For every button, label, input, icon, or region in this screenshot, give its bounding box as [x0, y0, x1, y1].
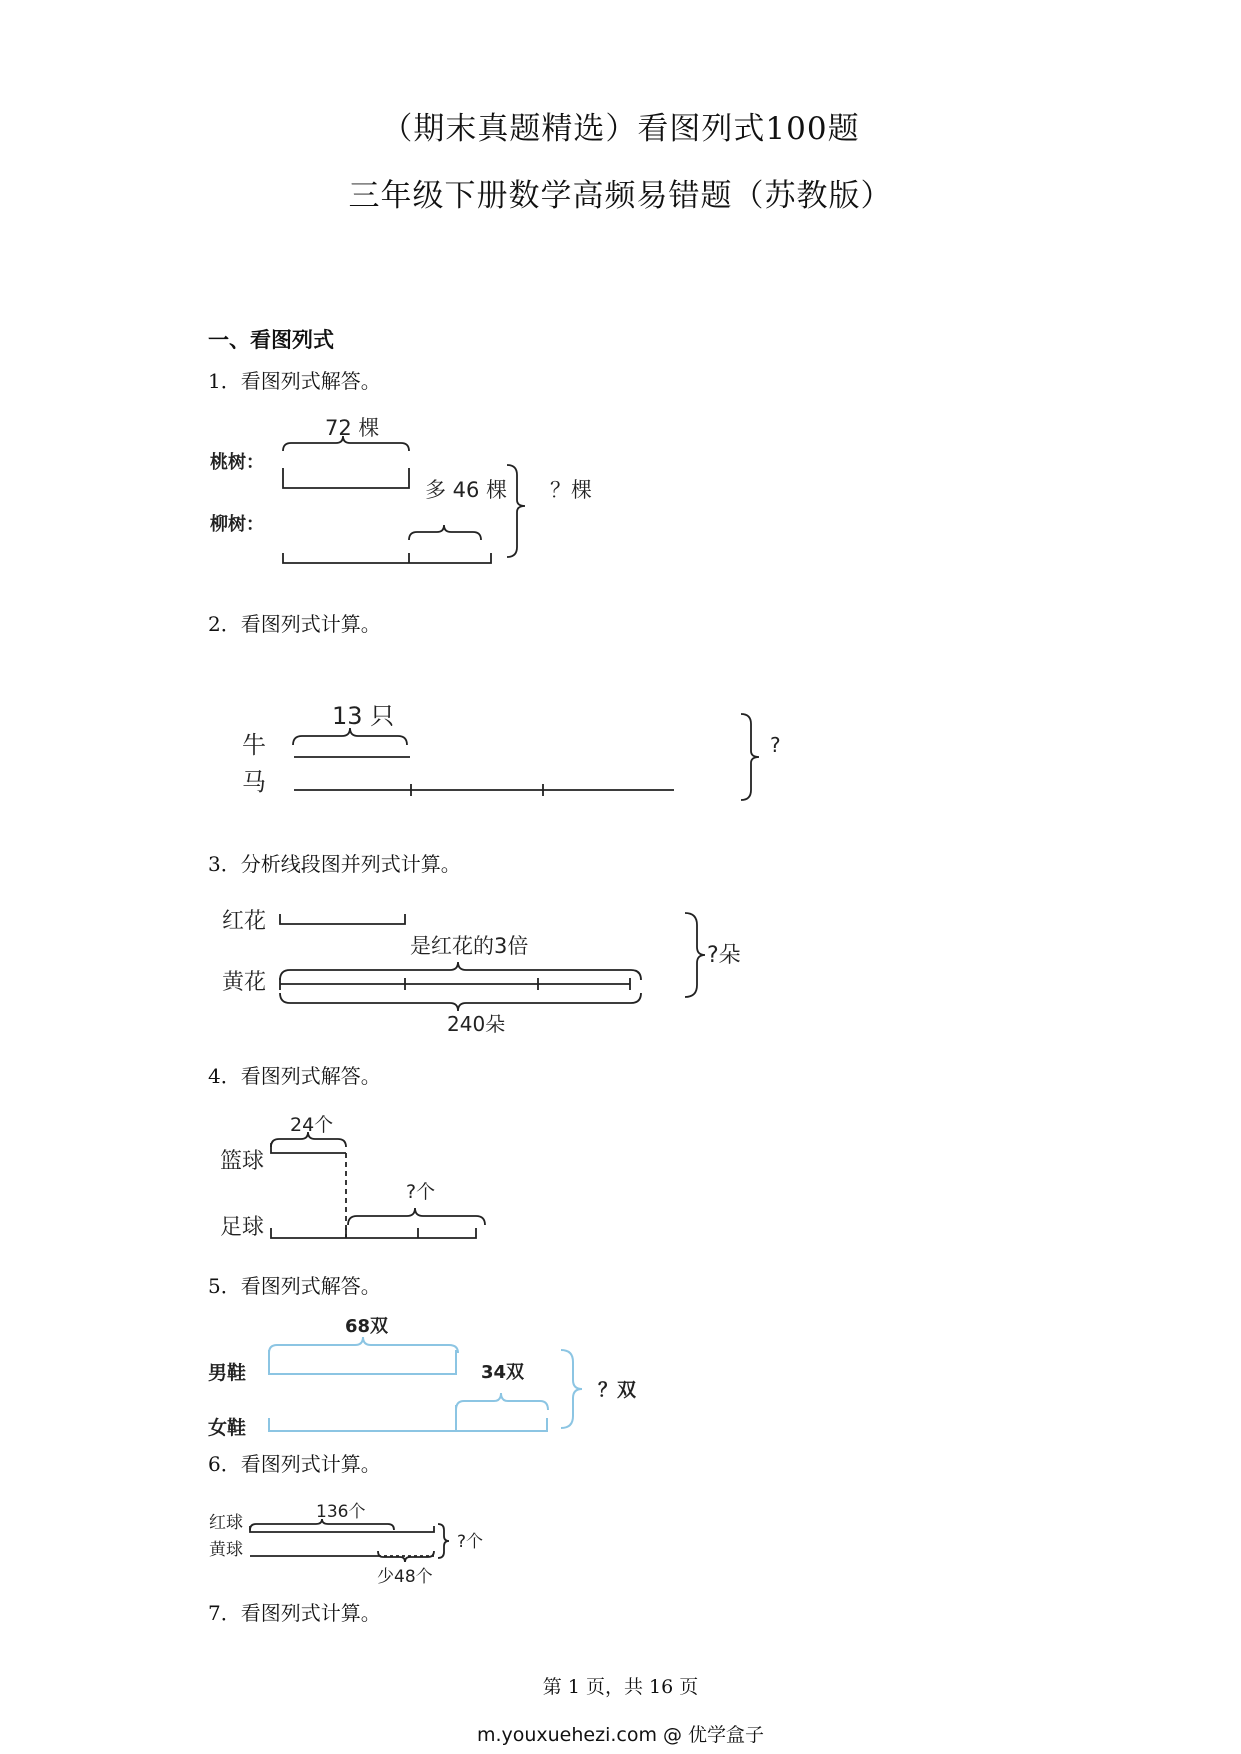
brace-total — [561, 1350, 582, 1428]
question-1 — [208, 365, 381, 394]
figure-6 — [205, 1496, 505, 1596]
page-number: 第 1 页，共 16 页 — [542, 1676, 699, 1698]
figure-2 — [230, 690, 830, 810]
figure-3 — [215, 898, 775, 1038]
watermark: m.youxuehezi.com @ 优学盒子 — [476, 1724, 765, 1746]
question-text: 看图列式计算。 — [240, 612, 381, 636]
document-subtitle: 三年级下册数学高频易错题（苏教版） — [348, 178, 893, 214]
figure-label: 240朵 — [447, 1012, 506, 1036]
question-number: 3． — [208, 852, 241, 876]
figure-label: 多 46 棵 — [425, 478, 508, 502]
figure-label: 68双 — [345, 1316, 389, 1337]
question-7 — [208, 1597, 381, 1626]
segment-nanxie — [269, 1350, 456, 1374]
question-text: 看图列式解答。 — [240, 1274, 381, 1298]
question-number: 6． — [208, 1452, 241, 1476]
question-text: 分析线段图并列式计算。 — [240, 852, 461, 876]
brace-multiple — [280, 962, 641, 980]
row-label: 马 — [242, 768, 266, 796]
segment-hongqiu — [250, 1526, 434, 1532]
document-title: （期末真题精选）看图列式100题 — [381, 111, 860, 147]
question-number: 5． — [208, 1274, 241, 1298]
row-label: 牛 — [242, 731, 266, 759]
brace-total — [741, 714, 759, 800]
row-label: 桃树： — [210, 452, 264, 473]
figure-label: 是红花的3倍 — [410, 934, 529, 958]
row-label: 男鞋 — [208, 1362, 247, 1384]
brace-bottom — [280, 993, 641, 1011]
figure-4 — [215, 1110, 515, 1250]
question-text: 看图列式解答。 — [240, 1064, 381, 1088]
brace-total — [685, 913, 705, 997]
figure-label: ?朵 — [707, 943, 741, 968]
figure-5 — [205, 1310, 655, 1450]
figure-label: 13 只 — [332, 702, 395, 730]
brace-top — [269, 1337, 458, 1353]
question-6 — [208, 1448, 381, 1477]
row-label: 柳树： — [210, 514, 264, 535]
figure-1 — [200, 405, 620, 585]
row-label: 黄球 — [209, 1540, 243, 1560]
question-5 — [208, 1270, 381, 1299]
brace-top — [271, 1132, 346, 1147]
brace-total — [507, 465, 525, 557]
section-heading: 一、看图列式 — [208, 327, 334, 352]
brace-total — [438, 1524, 449, 1558]
brace-top — [250, 1519, 394, 1530]
segment-huanghua — [280, 978, 630, 990]
question-number: 1． — [208, 369, 241, 393]
row-label: 黄花 — [222, 970, 267, 995]
question-3 — [208, 848, 461, 877]
figure-label: 72 棵 — [325, 416, 380, 440]
figure-label: 136个 — [316, 1502, 366, 1522]
segment-liushu — [283, 553, 491, 563]
question-number: 4． — [208, 1064, 241, 1088]
figure-label: ？双 — [598, 1379, 637, 1401]
question-4 — [208, 1060, 381, 1089]
question-number: 2． — [208, 612, 241, 636]
brace-less — [378, 1551, 434, 1562]
figure-label: ？棵 — [550, 478, 592, 502]
figure-label: ? — [770, 733, 781, 757]
segment-ma — [294, 784, 674, 796]
segment-nvxie — [269, 1405, 547, 1431]
row-label: 红球 — [209, 1513, 243, 1533]
figure-label: ?个 — [457, 1532, 484, 1552]
brace-extra — [456, 1393, 548, 1410]
brace-top — [293, 728, 407, 745]
row-label: 足球 — [220, 1215, 265, 1240]
row-label: 红花 — [222, 909, 267, 934]
row-label: 篮球 — [220, 1149, 265, 1174]
segment-lanqiu — [271, 1143, 346, 1153]
question-text: 看图列式解答。 — [240, 369, 381, 393]
brace-unknown — [348, 1208, 485, 1225]
question-2 — [208, 608, 381, 637]
figure-label: ?个 — [406, 1181, 436, 1203]
question-number: 7． — [208, 1601, 241, 1625]
row-label: 女鞋 — [208, 1417, 247, 1439]
segment-taoshu — [283, 468, 409, 488]
question-text: 看图列式计算。 — [240, 1601, 381, 1625]
segment-honghua — [280, 914, 405, 924]
question-text: 看图列式计算。 — [240, 1452, 381, 1476]
figure-label: 24个 — [290, 1114, 334, 1136]
segment-zuqiu — [271, 1228, 476, 1238]
brace-extra — [409, 525, 481, 540]
figure-label: 少48个 — [377, 1567, 433, 1587]
figure-label: 34双 — [481, 1362, 525, 1383]
